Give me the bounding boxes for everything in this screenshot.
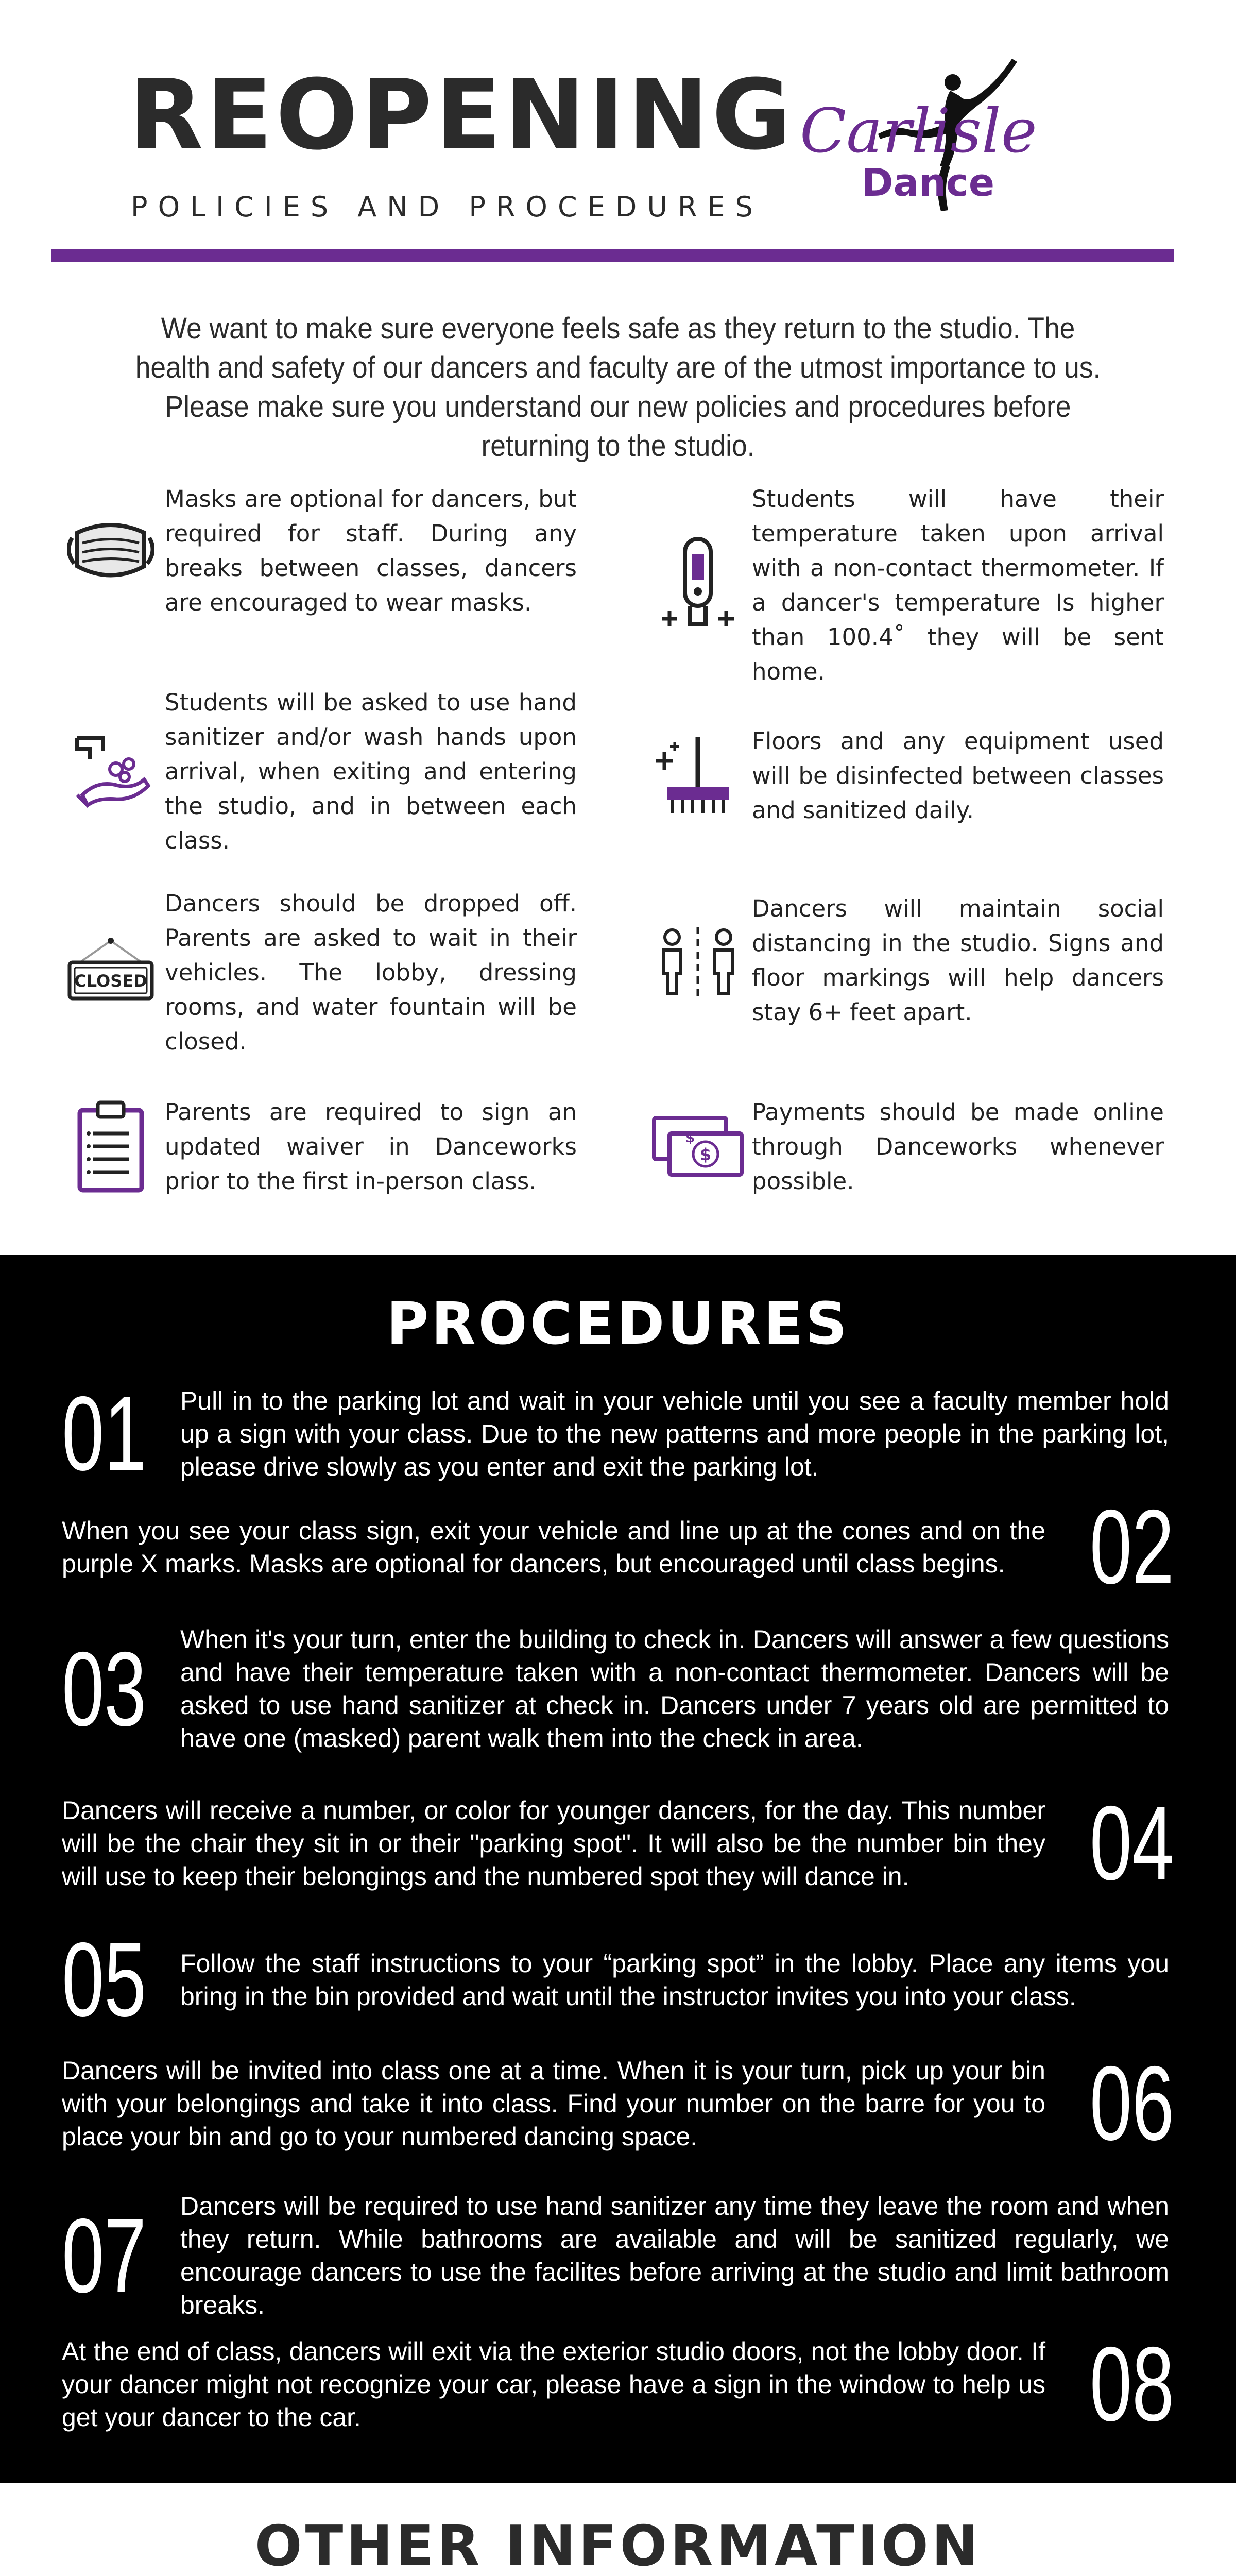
social-distancing-icon: [644, 901, 752, 1020]
policy-text: Dancers should be dropped off. Parents are asked to wait in their vehicles. The lobby, dressing rooms, and water fountain will be closed.: [165, 890, 577, 1055]
procedure-step: [62, 2190, 1174, 2321]
svg-text:Carlisle: Carlisle: [800, 95, 1037, 166]
floor-brush-icon: [644, 716, 752, 835]
step-text: Follow the staff instructions to your “parking spot” in the lobby. Place any items you bring in the bin provided and wait until the instructor invites you into your class.: [180, 1948, 1169, 2011]
header: [0, 0, 1236, 268]
svg-text:Dance: Dance: [862, 161, 995, 205]
intro-text: We want to make sure everyone feels safe as they return to the studio. The health and safety of our dancers and faculty are of the utmost importance to us. Please make sure you understand our new policies and procedures before returning to the studio.: [135, 312, 1101, 463]
policy-sanitizer: [57, 685, 603, 858]
thermometer-icon: [644, 526, 752, 645]
policy-text: Students will have their temperature taken upon arrival with a non-contact thermometer. If a dancer's temperature Is higher than 100.4˚ they will be sent home.: [752, 485, 1164, 685]
other-info-title: OTHER INFORMATION: [254, 2514, 982, 2576]
policy-text: Payments should be made online through Danceworks whenever possible.: [752, 1098, 1164, 1195]
policy-drop-off: [57, 886, 603, 1059]
policy-social-distancing: [644, 891, 1179, 1029]
procedure-step: [62, 2044, 1174, 2162]
step-number: 08: [1089, 2325, 1174, 2443]
step-text: Dancers will be invited into class one at a time. When it is your turn, pick up your bin with your belongings and take it into class. Find your number on the barre for you to place your bin and go to your numbered dancing space.: [62, 2056, 1045, 2151]
procedure-step: [62, 1623, 1174, 1755]
svg-text:$: $: [699, 1145, 712, 1164]
policy-waiver: [57, 1087, 603, 1206]
step-number: 01: [62, 1375, 147, 1493]
policy-text: Floors and any equipment used will be disinfected between classes and sanitized daily.: [752, 727, 1164, 824]
face-mask-icon: [57, 492, 165, 610]
step-text: Pull in to the parking lot and wait in your vehicle until you see a faculty member hold up a sign with your class. Due to the new patterns and more people in the parking lot, please drive slowly as you enter and exit the parking lot.: [180, 1386, 1169, 1481]
step-text: When it's your turn, enter the building to check in. Dancers will answer a few questions and have their temperature taken with a non-contact thermometer. Dancers will be asked to use hand sanitizer at check in. Dancers under 7 years old are permitted to have one (masked) parent walk them into the check in area.: [180, 1625, 1169, 1753]
svg-text:CLOSED: CLOSED: [74, 971, 147, 991]
policy-disinfect: [644, 716, 1179, 835]
procedure-step: [62, 1488, 1174, 1606]
procedure-step: [62, 1375, 1174, 1493]
closed-sign-icon: [57, 913, 165, 1032]
svg-text:$: $: [685, 1130, 695, 1146]
step-number: 07: [62, 2196, 147, 2315]
procedure-step: [62, 1921, 1174, 2039]
page-subtitle: POLICIES AND PROCEDURES: [131, 191, 763, 223]
procedure-step: [62, 2325, 1174, 2443]
carlisle-dance-logo: [796, 46, 1053, 232]
step-text: When you see your class sign, exit your vehicle and line up at the cones and on the purple X marks. Masks are optional for dancers, but encouraged until class begins.: [62, 1516, 1045, 1578]
divider: [52, 249, 1174, 262]
policy-payments: [644, 1087, 1179, 1206]
clipboard-icon: [57, 1087, 165, 1206]
step-number: 06: [1089, 2044, 1174, 2162]
step-number: 04: [1089, 1784, 1174, 1902]
hand-sanitizer-icon: [57, 713, 165, 831]
step-text: Dancers will be required to use hand sanitizer any time they leave the room and when they return. While bathrooms are available and will be sanitized regularly, we encourage dancers to use the facilites before arriving at the studio and limit bathroom breaks.: [180, 2192, 1169, 2319]
step-text: Dancers will receive a number, or color for younger dancers, for the day. This number will be the chair they sit in or their "parking spot". It will also be the number bin they will use to keep their belongings and the numbered spot they will dance in.: [62, 1795, 1045, 1891]
policy-text: Students will be asked to use hand sanitizer and/or wash hands upon arrival, when exiting and entering the studio, and in between each class.: [165, 689, 577, 854]
payment-icon: [644, 1087, 752, 1206]
policy-temperature: [644, 482, 1179, 689]
policy-masks: [57, 482, 603, 620]
policy-text: Parents are required to sign an updated waiver in Danceworks prior to the first in-person class.: [165, 1098, 577, 1195]
step-number: 05: [62, 1921, 147, 2039]
policy-text: Dancers will maintain social distancing in the studio. Signs and floor markings will help dancers stay 6+ feet apart.: [752, 895, 1164, 1026]
policy-text: Masks are optional for dancers, but required for staff. During any breaks between classes, dancers are encouraged to wear masks.: [165, 485, 577, 616]
step-number: 02: [1089, 1488, 1174, 1606]
step-text: At the end of class, dancers will exit via the exterior studio doors, not the lobby door. If your dancer might not recognize your car, please have a sign in the window to help us get your dancer to the car.: [62, 2336, 1045, 2432]
procedures-title: PROCEDURES: [386, 1291, 850, 1358]
page-title: REOPENING: [129, 59, 795, 172]
step-number: 03: [62, 1630, 147, 1748]
procedures-section: [0, 1255, 1236, 2483]
procedure-step: [62, 1784, 1174, 1902]
